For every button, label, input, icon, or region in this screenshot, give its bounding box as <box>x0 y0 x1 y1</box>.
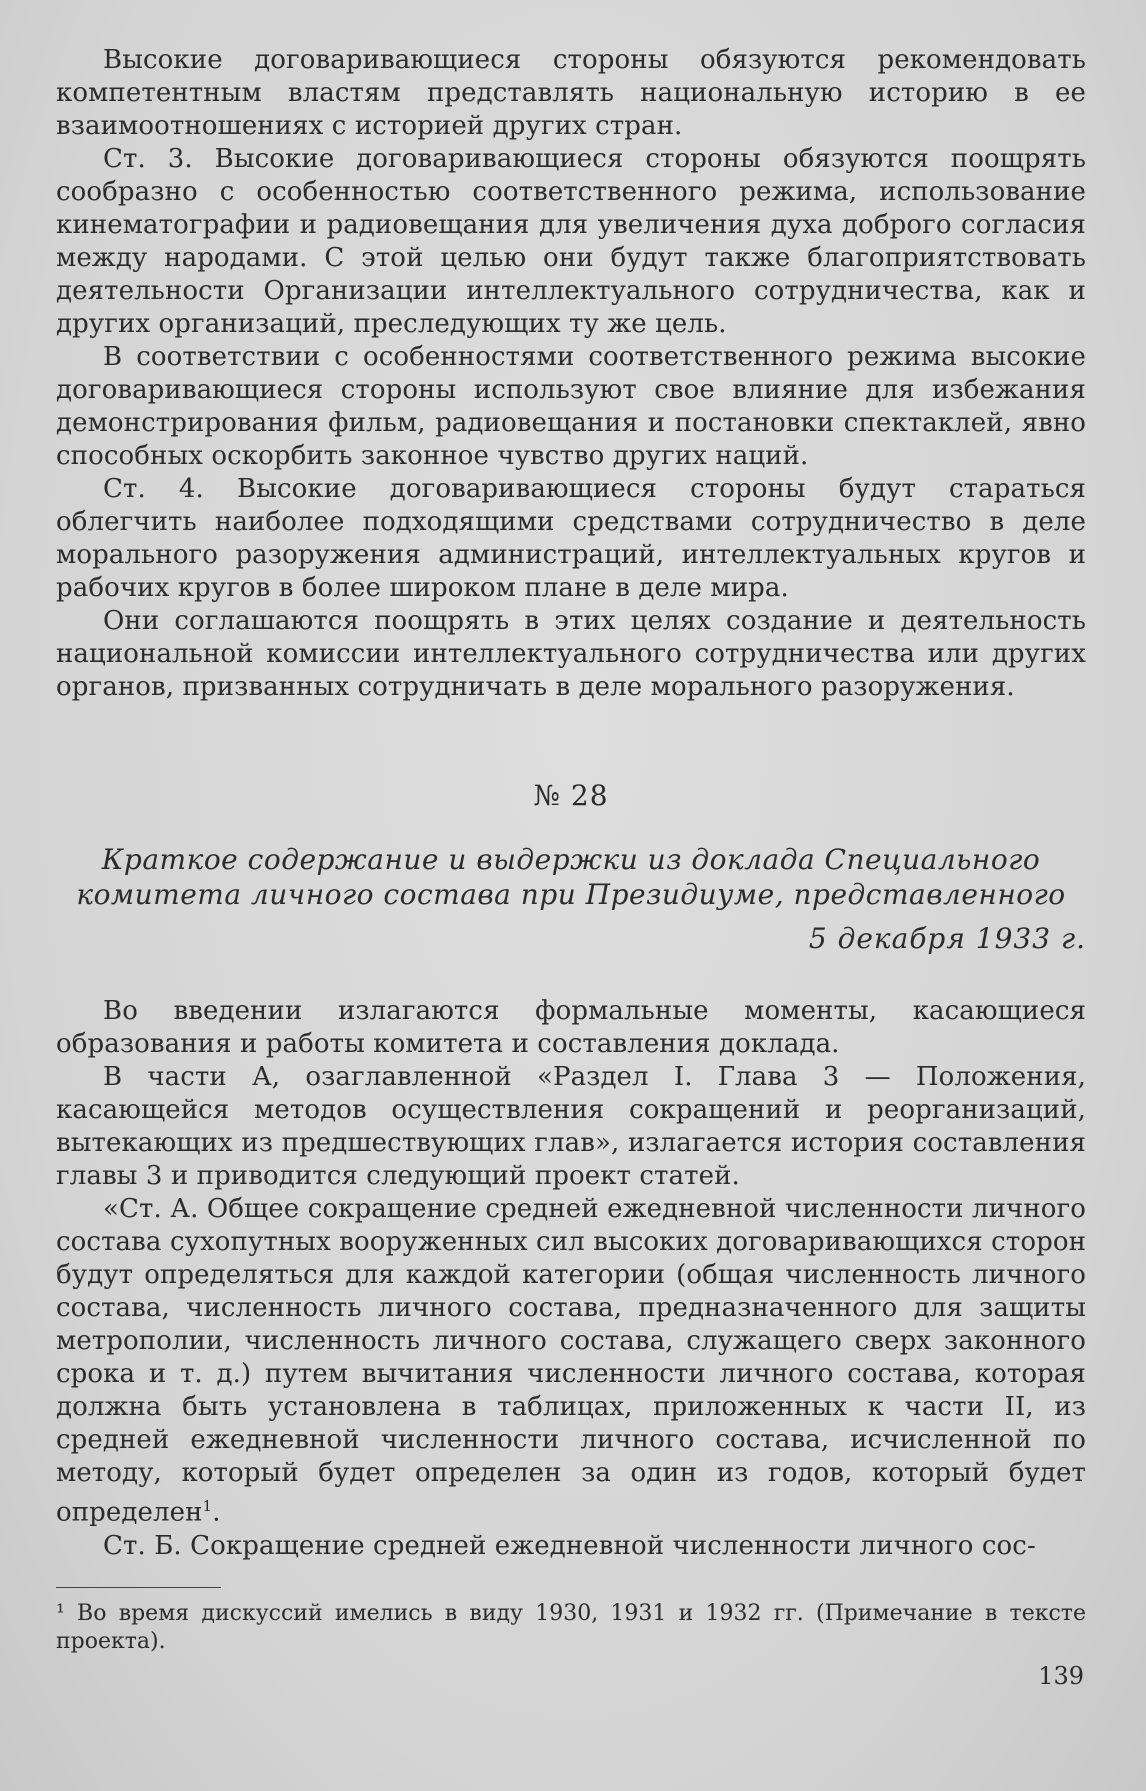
paragraph-avoid-demonstration: В соответствии с особенностями соответственного режима высокие договаривающиеся стороны используют свое влияние для избежания демонстрирования фильм, радиовещания и постановки спектаклей, явно способных оскорбить законное чувство других наций. <box>56 342 1086 471</box>
document-title: Краткое содержание и выдержки из доклада Специального комитета личного состава при Президиуме, представленного <box>76 843 1066 911</box>
footnote-reference: 1 <box>202 1497 213 1515</box>
paragraph-article-4: Ст. 4. Высокие договаривающиеся стороны будут стараться облегчить наиболее подходящими средствами сотрудничество в деле морального разоружения администраций, интеллектуальных кругов и рабочих кругов в более широком плане в деле мира. <box>56 474 1086 603</box>
paragraph-article-a: «Ст. А. Общее сокращение средней ежедневной численности личного состава сухопутных вооруженных сил высоких договаривающихся сторон будут определяться для каждой категории (общая численность личного состава, численность личного состава, предназначенного для защиты метрополии, численность личного состава, служащего сверх законного срока и т. д.) путем вычитания численности личного состава, которая должна быть установлена в таблицах, приложенных к части II, из средней ежедневной численности личного состава, исчисленной по методу, который будет определен за один из годов, который будет определен$^1$. <box>56 1194 1086 1528</box>
paragraph-article-3: Ст. 3. Высокие договаривающиеся стороны обязуются поощрять сообразно с особенностью соответственного режима, использование кинематографии и радиовещания для увеличения духа доброго согласия между народами. С этой целью они будут также благоприятствовать деятельности Организации интеллектуального сотрудничества, как и других организаций, преследующих ту же цель. <box>56 144 1086 339</box>
paragraph-national-commission: Они соглашаются поощрять в этих целях создание и деятельность национальной комиссии интеллектуального сотрудничества или других органов, призванных сотрудничать в деле морального разоружения. <box>56 606 1086 702</box>
paragraph-article-b: Ст. Б. Сокращение средней ежедневной численности личного сос- <box>103 1530 1036 1561</box>
document-date: 5 декабря 1933 г. <box>808 922 1086 955</box>
footnote-text: ¹ Во время дискуссий имелись в виду 1930, 1931 и 1932 гг. (Примечание в тексте проекта). <box>56 1600 1086 1654</box>
article-a-text: «Ст. А. Общее сокращение средней ежедневной численности личного состава сухопутных вооруженных сил высоких договаривающихся сторон будут определяться для каждой категории (общая численность личного состава, численность личного состава, предназначенного для защиты метрополии, численность личного состава, служащего сверх законного срока и т. д.) путем вычитания численности личного состава, которая должна быть установлена в таблицах, приложенных к части II, из средней ежедневной численности личного состава, исчисленной по методу, который будет определен за один из годов, который будет определен <box>56 1194 1086 1528</box>
document-number: № 28 <box>533 779 609 812</box>
paragraph-recommend-history: Высокие договаривающиеся стороны обязуются рекомендовать компетентным властям представлять национальную историю в ее взаимоотношениях с историей других стран. <box>56 45 1086 141</box>
paragraph-part-a: В части А, озаглавленной «Раздел I. Глава 3 — Положения, касающейся методов осуществления сокращений и реорганизаций, вытекающих из предшествующих глав», излагается история составления главы 3 и приводится следующий проект статей. <box>56 1062 1086 1191</box>
page-number: 139 <box>1038 1662 1084 1690</box>
paragraph-introduction: Во введении излагаются формальные моменты, касающиеся образования и работы комитета и составления доклада. <box>56 996 1086 1059</box>
footnote-divider <box>56 1587 221 1588</box>
